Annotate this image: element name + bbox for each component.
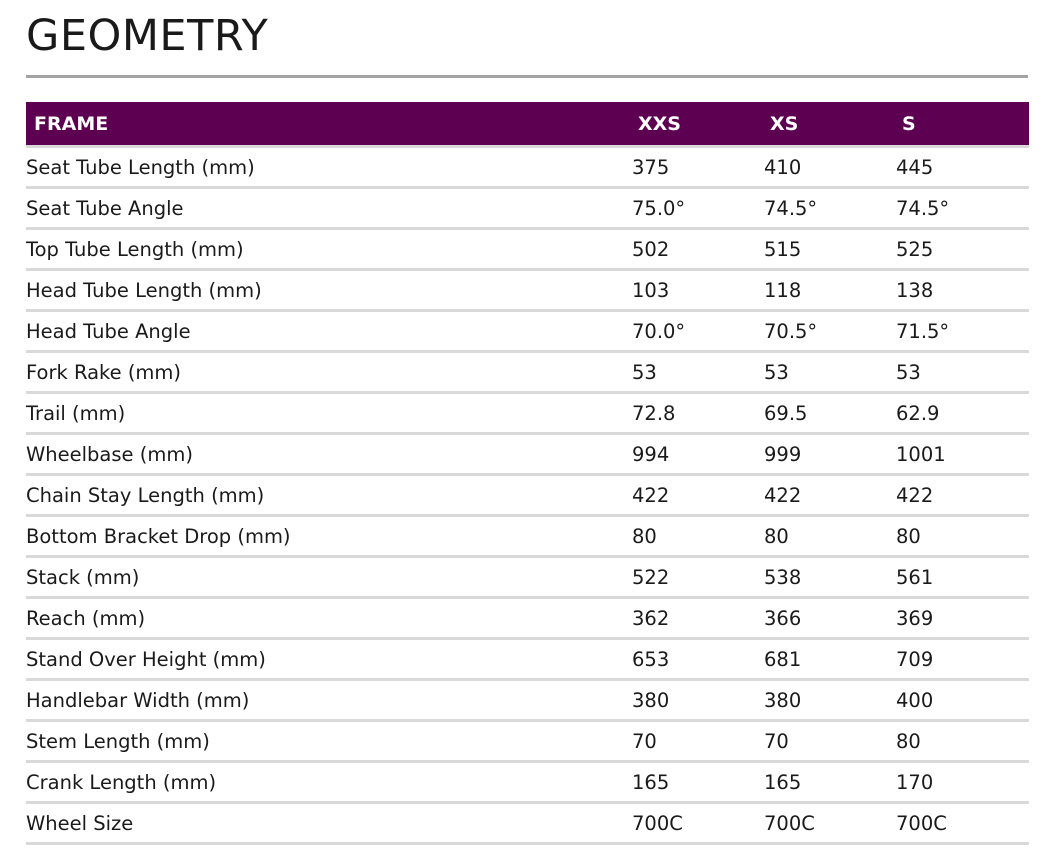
row-label: Stand Over Height (mm) [26,639,632,680]
row-label: Stem Length (mm) [26,721,632,762]
row-label: Trail (mm) [26,393,632,434]
value-size-s: 62.9 [896,393,1029,434]
row-label: Head Tube Length (mm) [26,270,632,311]
value-size-s: 80 [896,516,1029,557]
value-size-xxs: 994 [632,434,764,475]
table-row [26,803,1029,844]
row-label: Stack (mm) [26,557,632,598]
header-size-xxs: XXS [632,102,764,147]
value-size-s: 1001 [896,434,1029,475]
value-size-s: 170 [896,762,1029,803]
table-row [26,762,1029,803]
value-size-xs: 681 [764,639,896,680]
value-size-s: 71.5° [896,311,1029,352]
value-size-xxs: 522 [632,557,764,598]
value-size-xxs: 80 [632,516,764,557]
value-size-xxs: 70.0° [632,311,764,352]
value-size-xs: 366 [764,598,896,639]
value-size-xxs: 502 [632,229,764,270]
row-label: Seat Tube Length (mm) [26,147,632,188]
row-label: Crank Length (mm) [26,762,632,803]
value-size-s: 74.5° [896,188,1029,229]
value-size-xs: 69.5 [764,393,896,434]
row-label: Wheel Size [26,803,632,844]
table-row [26,393,1029,434]
table-row [26,229,1029,270]
value-size-xs: 74.5° [764,188,896,229]
value-size-xs: 70.5° [764,311,896,352]
value-size-s: 700C [896,803,1029,844]
value-size-s: 80 [896,721,1029,762]
value-size-xs: 118 [764,270,896,311]
table-row [26,475,1029,516]
value-size-xxs: 53 [632,352,764,393]
table-row [26,639,1029,680]
value-size-xxs: 375 [632,147,764,188]
header-frame: FRAME [26,102,632,147]
value-size-xs: 410 [764,147,896,188]
row-label: Wheelbase (mm) [26,434,632,475]
page-title: GEOMETRY [26,11,269,61]
value-size-xxs: 653 [632,639,764,680]
value-size-xs: 380 [764,680,896,721]
value-size-xs: 999 [764,434,896,475]
value-size-xxs: 362 [632,598,764,639]
table-row [26,557,1029,598]
value-size-s: 561 [896,557,1029,598]
value-size-s: 53 [896,352,1029,393]
table-row [26,311,1029,352]
value-size-xxs: 103 [632,270,764,311]
table-row [26,516,1029,557]
value-size-xs: 538 [764,557,896,598]
value-size-xxs: 380 [632,680,764,721]
geometry-table-body [26,147,1029,844]
value-size-xxs: 70 [632,721,764,762]
table-row [26,598,1029,639]
value-size-xs: 700C [764,803,896,844]
value-size-xxs: 700C [632,803,764,844]
value-size-s: 369 [896,598,1029,639]
row-label: Reach (mm) [26,598,632,639]
value-size-s: 400 [896,680,1029,721]
row-label: Seat Tube Angle [26,188,632,229]
value-size-s: 138 [896,270,1029,311]
table-row [26,680,1029,721]
value-size-s: 525 [896,229,1029,270]
row-label: Handlebar Width (mm) [26,680,632,721]
value-size-xxs: 165 [632,762,764,803]
value-size-xs: 70 [764,721,896,762]
value-size-xs: 53 [764,352,896,393]
value-size-xxs: 422 [632,475,764,516]
table-row [26,147,1029,188]
header-size-s: S [896,102,1029,147]
header-row [26,102,1029,147]
table-row [26,721,1029,762]
value-size-xs: 80 [764,516,896,557]
value-size-xxs: 72.8 [632,393,764,434]
row-label: Head Tube Angle [26,311,632,352]
geometry-table-header [26,102,1029,147]
value-size-s: 422 [896,475,1029,516]
row-label: Top Tube Length (mm) [26,229,632,270]
geometry-table [26,102,1029,845]
row-label: Bottom Bracket Drop (mm) [26,516,632,557]
table-row [26,434,1029,475]
value-size-xs: 515 [764,229,896,270]
value-size-s: 445 [896,147,1029,188]
title-divider [26,75,1028,78]
header-size-xs: XS [764,102,896,147]
table-row [26,188,1029,229]
value-size-s: 709 [896,639,1029,680]
value-size-xs: 422 [764,475,896,516]
row-label: Chain Stay Length (mm) [26,475,632,516]
table-row [26,270,1029,311]
value-size-xxs: 75.0° [632,188,764,229]
row-label: Fork Rake (mm) [26,352,632,393]
table-row [26,352,1029,393]
value-size-xs: 165 [764,762,896,803]
